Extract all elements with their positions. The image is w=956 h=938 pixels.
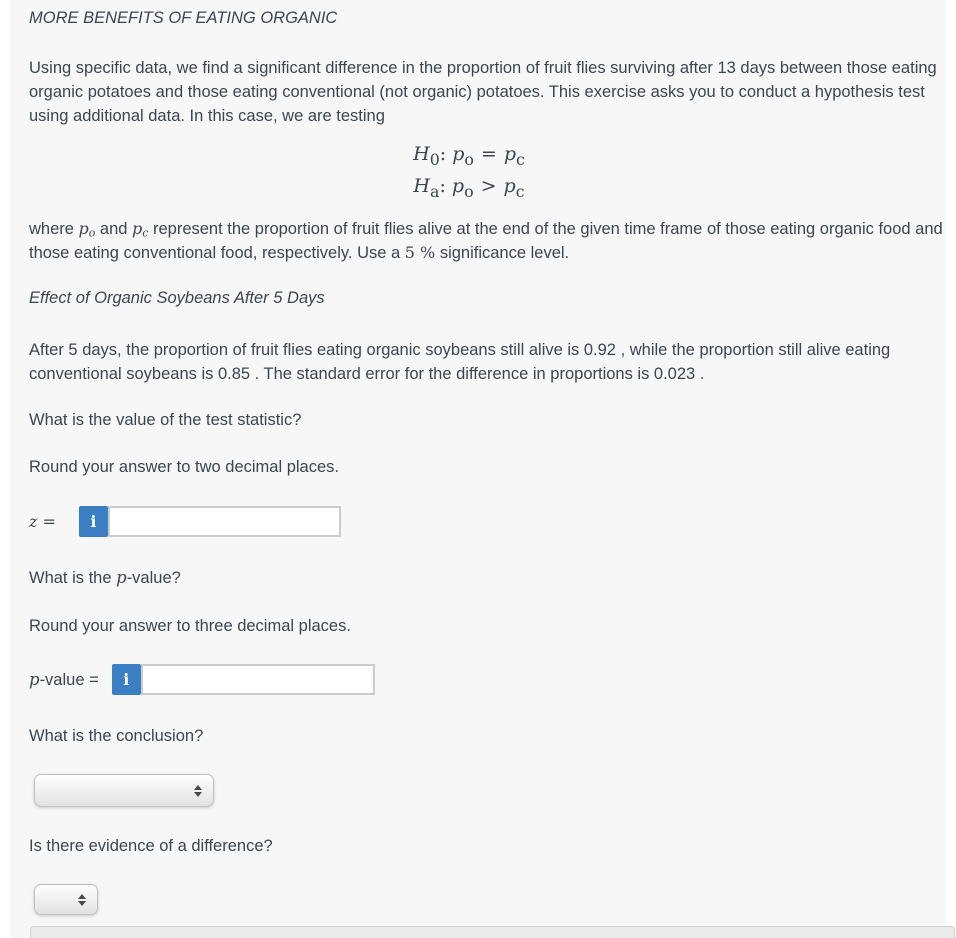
ha-symbol: H	[413, 174, 430, 197]
ha-right-sub: c	[515, 181, 525, 201]
z-label	[29, 512, 56, 532]
h0-relation: =	[480, 143, 497, 165]
pvalue-question-pre: What is the	[29, 569, 117, 587]
hypothesis-h0-line	[10, 141, 928, 173]
info-icon: i	[123, 669, 130, 689]
z-variable: z	[29, 511, 38, 531]
h0-subscript: 0	[429, 149, 440, 169]
ha-right-var: p	[503, 174, 516, 197]
pvalue-question	[29, 568, 955, 588]
h0-symbol: H	[413, 143, 430, 165]
pvalue-input[interactable]	[141, 664, 375, 695]
ha-left-sub: o	[464, 181, 474, 201]
page-title: MORE BENEFITS OF EATING ORGANIC	[29, 9, 338, 27]
where-text-1: where	[29, 220, 79, 238]
ha-colon: :	[439, 174, 446, 197]
pvalue-question-post: -value?	[126, 569, 181, 587]
p-organic-var	[79, 219, 96, 238]
h0-left-var: p	[452, 143, 465, 165]
p-conventional-var	[132, 219, 148, 238]
pvalue-round-note: Round your answer to three decimal places.	[29, 617, 351, 635]
where-text-2: and	[95, 220, 133, 238]
pvalue-answer-row	[29, 664, 375, 695]
where-text-3: represent the proportion of fruit flies alive at the end of the given time frame of those eating organic food and those eating conventional food, respectively. Use a	[29, 220, 943, 262]
z-equals: =	[37, 511, 56, 531]
pvalue-label-rest: -value =	[39, 670, 99, 689]
ha-relation: >	[480, 174, 497, 197]
pvalue-label-var: p	[29, 669, 40, 689]
p-conventional-base: p	[132, 219, 143, 238]
hypotheses-block	[10, 141, 946, 205]
collapsed-section-panel	[30, 926, 955, 938]
intro-paragraph: Using specific data, we find a significant difference in the proportion of fruit flies surviving after 13 days between those eating organic potatoes and those eating conventional (not organic) potatoes. This exercise asks you to conduct a hypothesis test using additional data. In this case, we are testing	[29, 59, 937, 125]
question-panel	[10, 0, 946, 938]
p-conventional-sub: c	[142, 226, 149, 240]
ha-subscript: a	[430, 181, 440, 201]
data-paragraph: After 5 days, the proportion of fruit flies eating organic soybeans still alive is 0.92 , while the proportion still alive eating conventional soybeans is 0.85 . The standard error for the difference in proportions is 0.023 .	[29, 341, 891, 383]
ha-left-var: p	[451, 174, 465, 197]
where-paragraph	[29, 217, 955, 265]
conclusion-select[interactable]	[34, 774, 214, 807]
p-organic-base: p	[78, 219, 89, 238]
chevron-updown-icon	[78, 894, 86, 906]
pvalue-label	[29, 670, 99, 690]
p-organic-sub: o	[88, 226, 96, 240]
pvalue-question-var: p	[116, 568, 127, 587]
test-stat-round-note: Round your answer to two decimal places.	[29, 458, 339, 476]
h0-right-sub: c	[516, 149, 525, 169]
conclusion-question: What is the conclusion?	[29, 727, 204, 745]
test-stat-question: What is the value of the test statistic?	[29, 411, 302, 429]
significance-level-value: 5 %	[404, 243, 436, 262]
h0-colon: :	[439, 143, 447, 165]
hypothesis-ha-line	[10, 173, 928, 205]
test-stat-answer-row	[29, 506, 341, 537]
where-text-4: significance level.	[435, 244, 570, 262]
evidence-question: Is there evidence of a difference?	[29, 837, 273, 855]
h0-right-var: p	[503, 143, 517, 165]
chevron-updown-icon	[194, 785, 202, 797]
evidence-select[interactable]	[34, 884, 98, 915]
info-icon: i	[90, 511, 97, 531]
h0-left-sub: o	[464, 149, 474, 169]
z-input[interactable]	[108, 506, 341, 537]
pvalue-info-button[interactable]	[112, 664, 141, 695]
z-info-button[interactable]	[79, 506, 108, 537]
section-heading: Effect of Organic Soybeans After 5 Days	[29, 289, 325, 307]
